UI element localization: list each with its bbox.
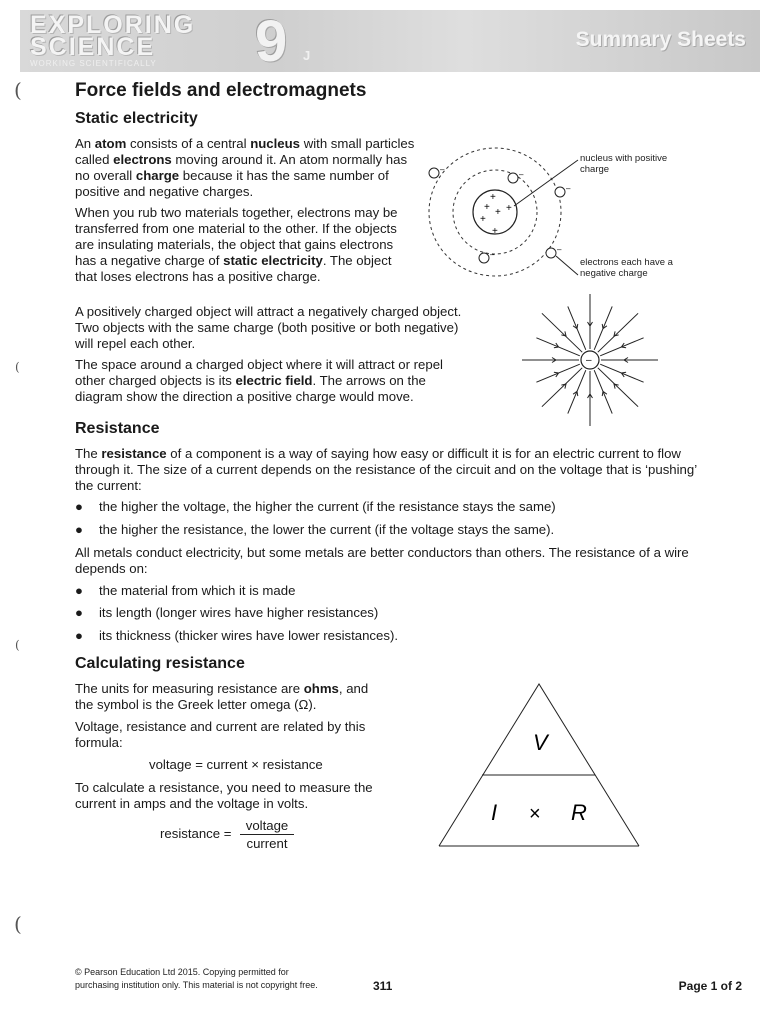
text: consists of a central: [126, 136, 251, 151]
symbol-v: V: [533, 730, 548, 755]
series-number: 9: [255, 10, 288, 72]
plus: +: [490, 192, 496, 203]
formula-fraction: [240, 818, 294, 852]
plus: +: [495, 207, 501, 218]
calc-paragraph-3: To calculate a resistance, you need to measure the current in amps and the voltage in volts.: [75, 780, 373, 811]
field-line: [598, 368, 638, 407]
electron: [555, 187, 565, 197]
text: with small particles called: [75, 136, 415, 167]
minus: –: [490, 250, 495, 259]
term-electrons: electrons: [113, 152, 172, 167]
bullet: ●: [75, 628, 83, 643]
term-atom: atom: [94, 136, 127, 151]
term-ohms: ohms: [303, 681, 339, 696]
term-resistance: resistance: [101, 446, 167, 461]
heading-resistance: Resistance: [75, 420, 160, 437]
series-line1: EXPLORING: [30, 11, 196, 39]
heading-static-electricity: Static electricity: [75, 110, 198, 127]
fraction-denominator: current: [246, 836, 288, 851]
symbol-r: R: [571, 800, 587, 825]
formula-voltage: voltage = current × resistance: [149, 757, 323, 772]
heading-calculating-resistance: Calculating resistance: [75, 655, 245, 672]
header-banner: [20, 10, 760, 72]
page-of-label: Page 1 of 2: [678, 979, 742, 993]
fraction-numerator: voltage: [240, 818, 294, 835]
text: moving around it. An atom normally has no overall: [75, 152, 408, 183]
minus: –: [440, 165, 445, 174]
calc-paragraph-2: Voltage, resistance and current are related by this formula:: [75, 719, 366, 750]
text: When you rub two materials together, electrons may be transferred from one material to the other. If the objects are insulating materials, the object that gains electrons has a negative charge of: [75, 205, 398, 268]
summary-sheets-label: Summary Sheets: [575, 28, 746, 51]
margin-mark: (: [15, 360, 20, 374]
page-title: Force fields and electromagnets: [75, 80, 367, 101]
text: The units for measuring resistance are: [75, 681, 304, 696]
text: . The object that loses electrons has a positive charge.: [75, 253, 392, 284]
term-static-electricity: static electricity: [223, 253, 323, 268]
formula-resistance-left: resistance =: [160, 826, 232, 841]
static-paragraph-3: A positively charged object will attract a negatively charged object. Two objects with the same charge (both positive or both negative) will repel each other.: [75, 304, 462, 351]
resistance-paragraph-1: [75, 446, 715, 494]
symbol-times: ×: [529, 803, 541, 825]
term-nucleus: nucleus: [250, 136, 301, 151]
term-electric-field: electric field: [235, 373, 313, 388]
minus: –: [586, 355, 592, 366]
electron: [479, 253, 489, 263]
text: because it has the same number of positive and negative charges.: [75, 168, 389, 199]
series-level: J: [303, 48, 311, 63]
margin-mark: (: [14, 912, 22, 936]
plus: +: [506, 203, 512, 214]
copyright-line2: purchasing institution only. This material is not copyright free.: [75, 980, 318, 990]
symbol-i: I: [491, 800, 498, 825]
plus: +: [492, 226, 498, 237]
bullet: ●: [75, 499, 83, 514]
formula-triangle: [435, 680, 645, 852]
series-line2: SCIENCE: [30, 33, 156, 61]
bullet: ●: [75, 583, 83, 598]
text: An: [75, 136, 95, 151]
electron: [546, 248, 556, 258]
static-paragraph-1: [75, 136, 415, 200]
calc-paragraph-1: [75, 681, 375, 713]
minus: –: [566, 184, 571, 193]
text: The space around a charged object where it will attract or repel other charged objects is its: [75, 357, 443, 388]
nucleus-pointer: [514, 160, 578, 206]
list-item-text: the higher the voltage, the higher the current (if the resistance stays the same): [99, 499, 556, 514]
text: of a component is a way of saying how easy or difficult it is for an electric current to flow through it. The size of a current depends on the resistance of the circuit and on the voltage that is ‘pushing’ the current:: [75, 446, 697, 493]
margin-mark: (: [14, 78, 22, 102]
list-item-text: its thickness (thicker wires have lower resistances).: [99, 628, 399, 643]
list-item-text: its length (longer wires have higher resistances): [99, 605, 379, 620]
text: . The arrows on the diagram show the direction a positive charge would move.: [75, 373, 426, 404]
electron: [429, 168, 439, 178]
list-item-text: the higher the resistance, the lower the current (if the voltage stays the same).: [99, 522, 555, 537]
minus: –: [519, 170, 524, 179]
plus: +: [480, 214, 486, 225]
field-line: [598, 313, 638, 352]
copyright-notice: [75, 966, 318, 992]
text: , and the symbol is the Greek letter omega (Ω).: [75, 681, 369, 712]
series-title: [30, 11, 196, 61]
copyright-line1: © Pearson Education Ltd 2015. Copying permitted for: [75, 967, 289, 977]
minus: –: [557, 245, 562, 254]
plus: +: [484, 202, 490, 213]
field-line: [542, 368, 582, 407]
electron: [508, 173, 518, 183]
static-paragraph-2: [75, 205, 415, 285]
series-subtitle: WORKING SCIENTIFICALLY: [30, 59, 157, 68]
resistance-paragraph-2: All metals conduct electricity, but some metals are better conductors than others. The resistance of a wire depends on:: [75, 545, 689, 576]
static-paragraph-4: [75, 357, 475, 405]
atom-diagram: [420, 140, 580, 285]
margin-mark: (: [15, 638, 20, 652]
bullet: ●: [75, 522, 83, 537]
text: The: [75, 446, 102, 461]
field-line: [542, 313, 582, 352]
list-item-text: the material from which it is made: [99, 583, 296, 598]
electric-field-diagram: [510, 290, 670, 430]
page-number: 311: [373, 979, 393, 993]
label-nucleus: nucleus with positive charge: [580, 153, 668, 175]
term-charge: charge: [135, 168, 180, 183]
label-electrons: electrons each have a negative charge: [580, 257, 673, 279]
electron-pointer: [556, 256, 578, 275]
bullet: ●: [75, 605, 83, 620]
